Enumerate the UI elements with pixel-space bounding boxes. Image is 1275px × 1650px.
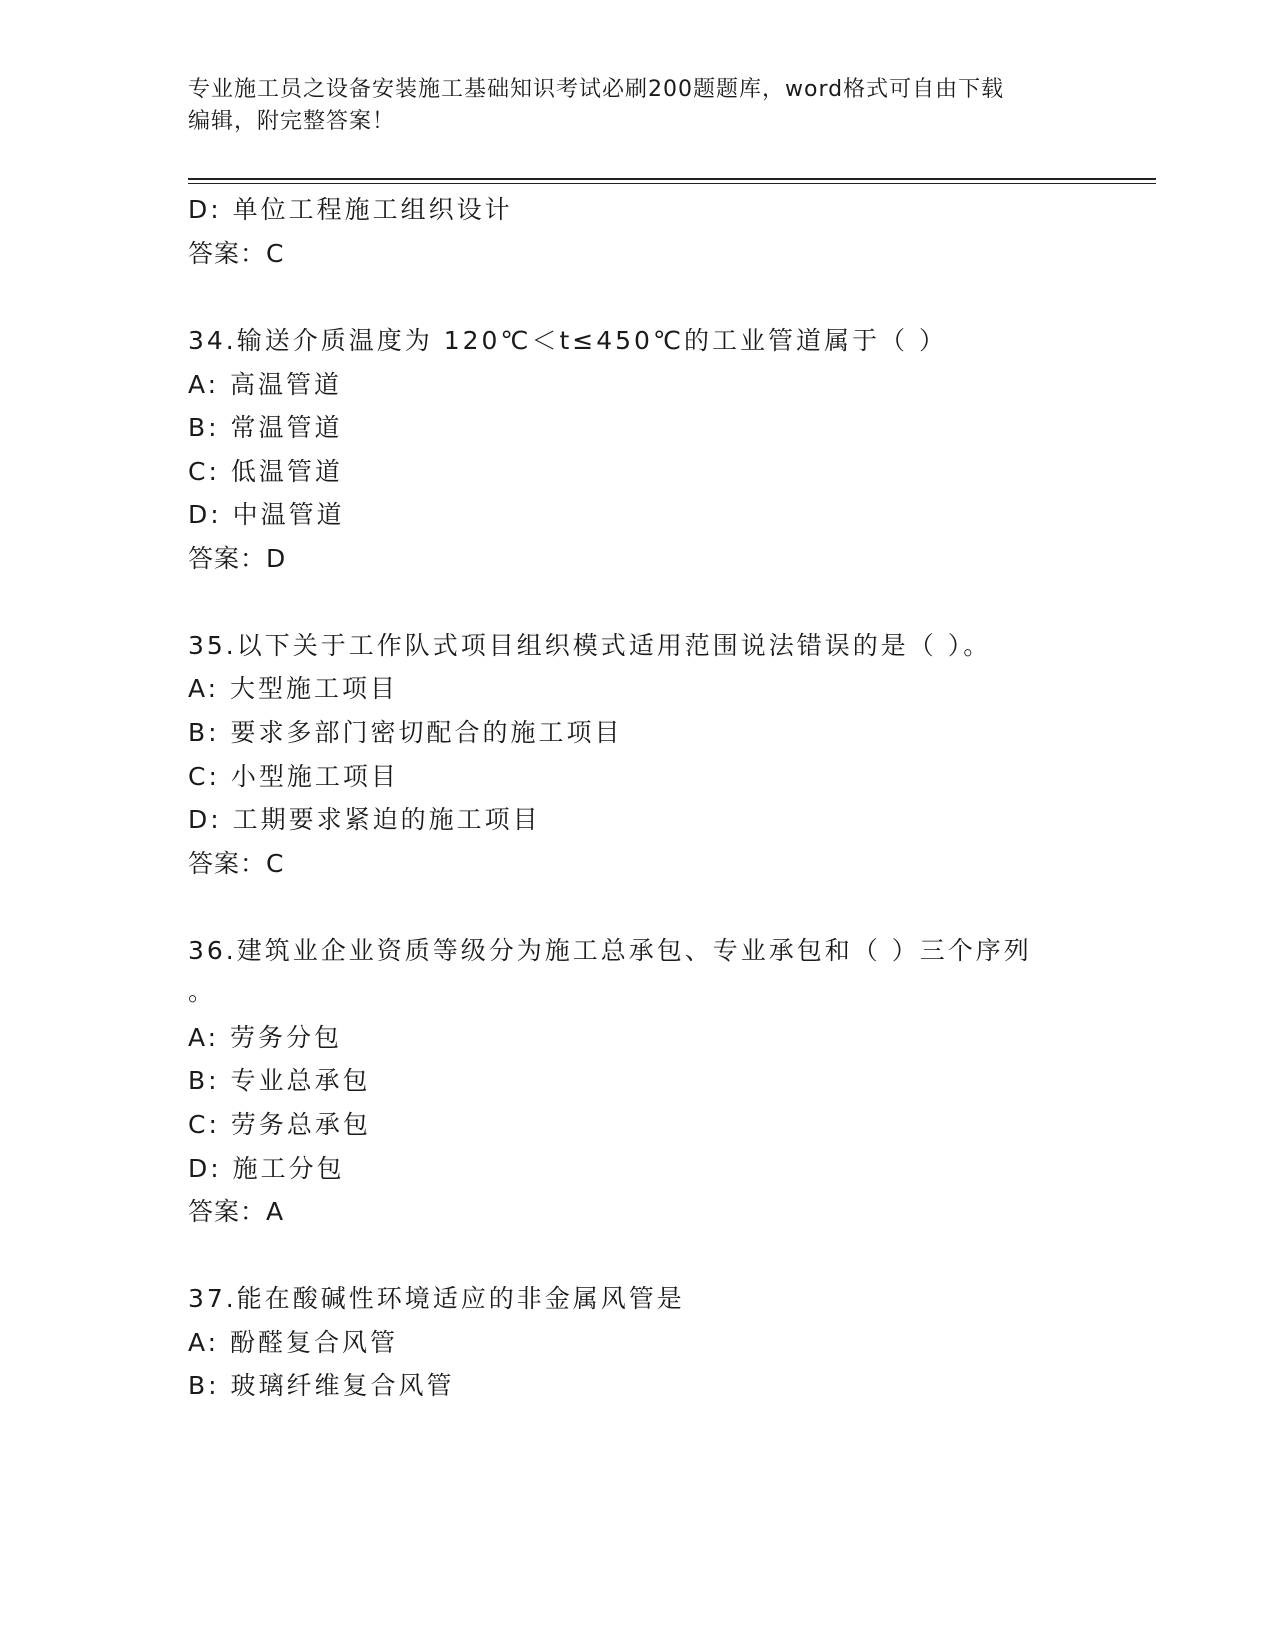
q35-option-d: D: 工期要求紧迫的施工项目: [188, 805, 541, 834]
q35-answer: 答案：C: [188, 849, 285, 878]
header-divider-thin: [188, 183, 1156, 184]
q37-option-a: A: 酚醛复合风管: [188, 1328, 399, 1357]
q35-option-a: A: 大型施工项目: [188, 674, 399, 703]
document-header: [188, 74, 1088, 138]
header-divider-thick: [188, 178, 1156, 180]
q34-option-a: A: 高温管道: [188, 370, 343, 399]
q33-answer: 答案：C: [188, 239, 285, 268]
q36-option-b: B: 专业总承包: [188, 1066, 371, 1095]
q34-answer: 答案：D: [188, 544, 287, 573]
q35-option-c: C: 小型施工项目: [188, 762, 399, 791]
q35-option-b: B: 要求多部门密切配合的施工项目: [188, 718, 623, 747]
q37-option-b: B: 玻璃纤维复合风管: [188, 1371, 455, 1400]
q36-option-c: C: 劳务总承包: [188, 1110, 371, 1139]
q34-stem: 34.输送介质温度为 120℃＜t≤450℃的工业管道属于（ ）: [188, 326, 947, 355]
q36-stem-line-2: 。: [188, 977, 217, 1006]
q36-option-d: D: 施工分包: [188, 1154, 345, 1183]
q36-stem-line-1: 36.建筑业企业资质等级分为施工总承包、专业承包和（ ）三个序列: [188, 936, 1032, 965]
q36-answer: 答案：A: [188, 1197, 285, 1226]
q36-option-a: A: 劳务分包: [188, 1023, 343, 1052]
header-line-1: 专业施工员之设备安装施工基础知识考试必刷200题题库，word格式可自由下载: [188, 77, 1005, 102]
q33-option-d: D: 单位工程施工组织设计: [188, 195, 513, 224]
q37-stem: 37.能在酸碱性环境适应的非金属风管是: [188, 1284, 685, 1313]
header-line-2: 编辑，附完整答案！: [188, 109, 396, 134]
q34-option-b: B: 常温管道: [188, 413, 343, 442]
q35-stem: 35.以下关于工作队式项目组织模式适用范围说法错误的是（ ）。: [188, 631, 992, 660]
q34-option-c: C: 低温管道: [188, 457, 343, 486]
q34-option-d: D: 中温管道: [188, 500, 345, 529]
